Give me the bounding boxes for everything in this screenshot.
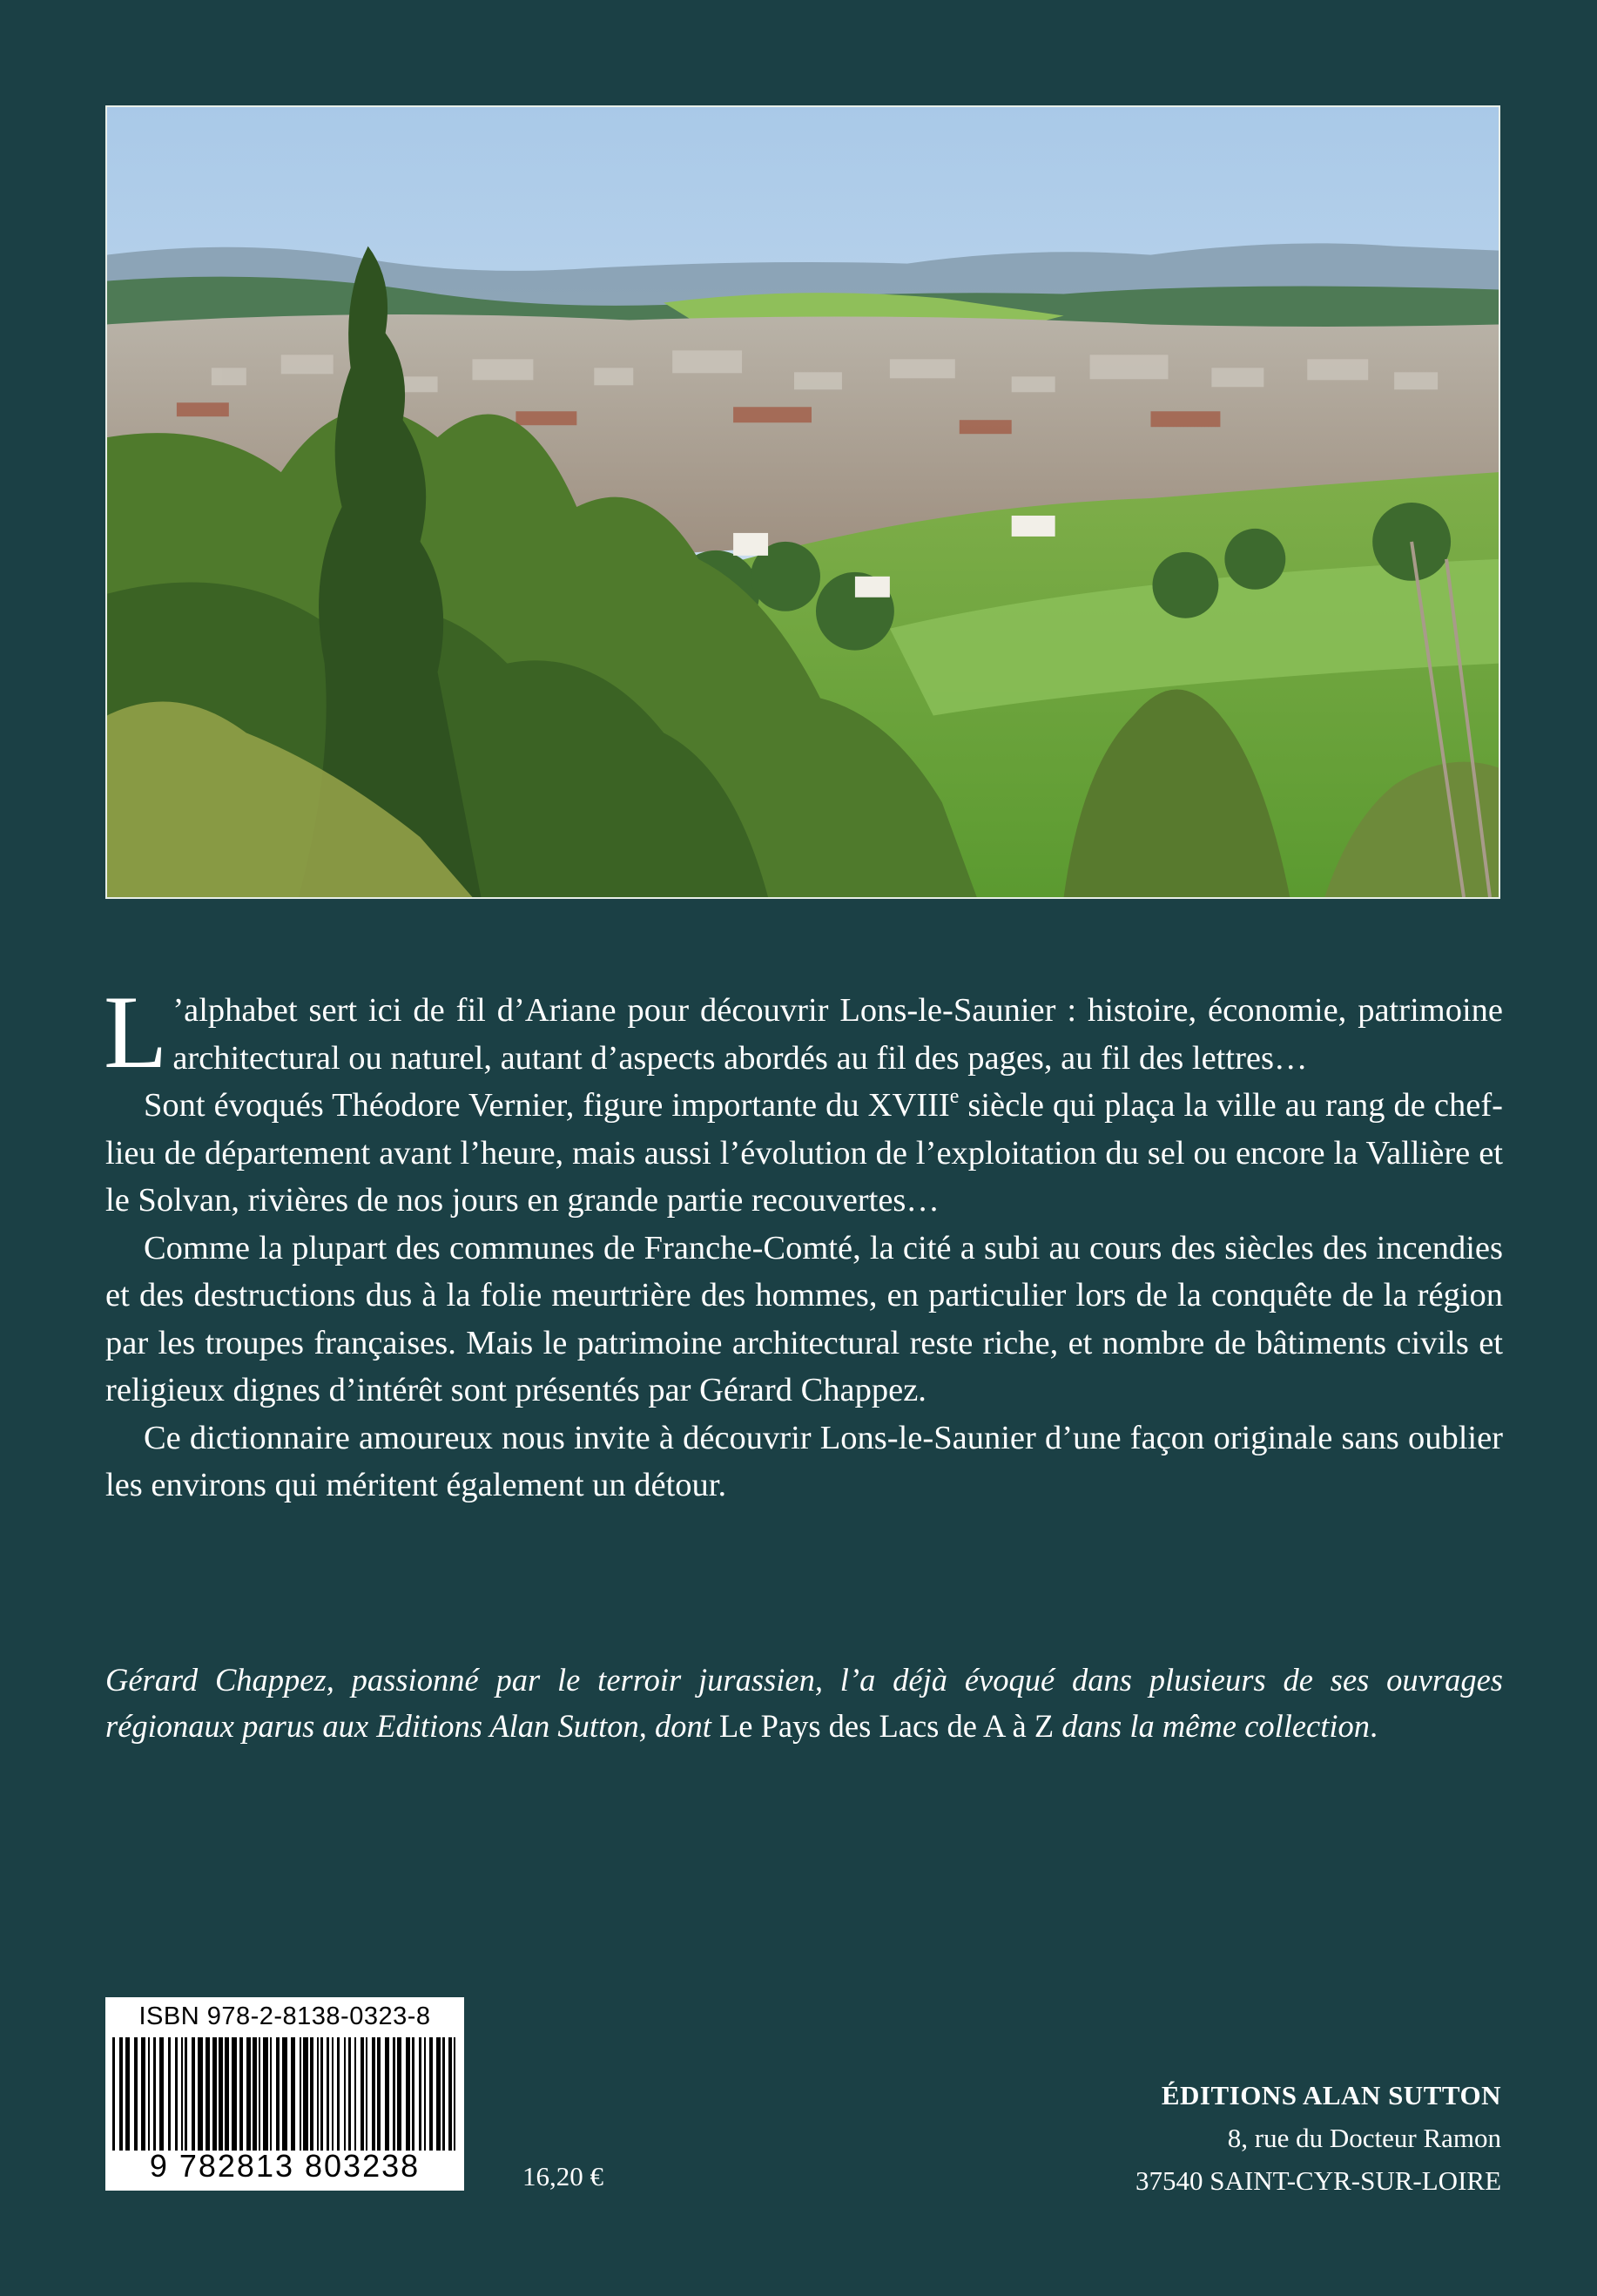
paragraph-4: Ce dictionnaire amoureux nous invite à découvrir Lons-le-Saunier d’une façon originale sans oublier les environs qui méritent également un détour. [105,1419,1503,1503]
barcode-bar [348,2037,351,2151]
barcode-bar [259,2037,260,2151]
isbn-label: ISBN 978-2-8138-0323-8 [138,2002,431,2030]
barcode-bar [212,2037,217,2151]
publisher-address-street: 8, rue du Docteur Ramon [1227,2123,1501,2153]
paragraph-2-text-end: siècle qui plaça la ville au rang de chef-lieu de département avant l’heure, mais aussi l’évolution de l’exploitation du sel ou encore la Vallière et le Solvan, rivières de nos jours en grande partie recouvertes… [105,1087,1503,1219]
barcode-bar [303,2037,308,2151]
publisher-name: ÉDITIONS ALAN SUTTON [1161,2080,1501,2110]
barcode-bar [239,2037,243,2151]
drop-cap: L [104,974,168,1090]
author-note-text-end: dans la même collection [1054,1708,1371,1744]
barcode-bar [270,2037,272,2151]
barcode-bar [141,2037,145,2151]
barcode-bar [148,2037,150,2151]
barcode-bar [424,2037,426,2151]
barcode-bar [159,2037,164,2151]
barcode-bar [181,2037,183,2151]
barcode-bar [406,2037,410,2151]
barcode-bar [448,2037,452,2151]
barcode-bar [337,2037,340,2151]
publisher-block [1135,2074,1501,2202]
barcode-bar [225,2037,229,2151]
paragraph-2 [105,1082,1503,1225]
author-note-period: . [1370,1708,1378,1744]
barcode-bar [206,2037,210,2151]
barcode-bar [377,2037,381,2151]
barcode-bar [361,2037,364,2151]
barcode-bar [112,2037,115,2151]
barcode-bar [185,2037,187,2151]
barcode-bar [317,2037,319,2151]
isbn-barcode [105,1997,464,2191]
barcode-bar [372,2037,375,2151]
barcode-bar [263,2037,268,2151]
barcode-bar [291,2037,295,2151]
barcode-bar [442,2037,445,2151]
barcode-bar [253,2037,257,2151]
barcode-bar [454,2037,455,2151]
barcode-bar [119,2037,123,2151]
barcode-bar [327,2037,329,2151]
paragraph-3: Comme la plupart des communes de Franche-Comté, la cité a subi au cours des siècles des incendies et des destructions dus à la folie meurtrière des hommes, en particulier lors de la conquête de la région par les troupes françaises. Mais le patrimoine architectural reste riche, et nombre de bâtiments civils et religieux dignes d’intérêt sont présentés par Gérard Chappez. [105,1229,1503,1408]
barcode-bar [344,2037,346,2151]
barcode-bar [397,2037,401,2151]
barcode-bar [192,2037,195,2151]
barcode-bar [282,2037,287,2151]
barcode-bar [175,2037,178,2151]
barcode-bar [419,2037,421,2151]
barcode-bar [412,2037,414,2151]
barcode-bar [219,2037,223,2151]
barcode-bar [320,2037,323,2151]
barcode-bars [112,2037,457,2151]
barcode-bar [198,2037,203,2151]
barcode-bar [393,2037,395,2151]
barcode-bar [153,2037,156,2151]
author-note-text-start: Gérard Chappez, passionné par le terroir jurassien, l’a déjà évoqué dans plusieurs de ses ouvrages régionaux parus aux Editions Alan Sutton, dont [105,1662,1503,1744]
barcode-bar [429,2037,433,2151]
author-note [105,1657,1503,1749]
barcode-bar [276,2037,280,2151]
barcode-bar [354,2037,356,2151]
barcode-bar [310,2037,313,2151]
paragraph-1 [104,974,1503,1090]
barcode-bar [232,2037,237,2151]
ean-digits: 9 782813 803238 [149,2148,421,2184]
paragraph-2-text-start: Sont évoqués Théodore Vernier, figure importante du XVIII [144,1087,950,1124]
barcode-bar [385,2037,389,2151]
barcode-bar [300,2037,301,2151]
barcode-bar [366,2037,367,2151]
price: 16,20 € [522,2161,603,2191]
back-cover-description [104,974,1503,1509]
barcode-bar [168,2037,171,2151]
century-superscript: e [949,1084,960,1108]
cover-photo [105,105,1500,899]
barcode-bar [125,2037,130,2151]
barcode-bar [436,2037,441,2151]
town-panorama-image [107,107,1499,897]
barcode-bar [332,2037,334,2151]
related-book-title: Le Pays des Lacs de A à Z [718,1708,1055,1744]
paragraph-1-text: ’alphabet sert ici de fil d’Ariane pour découvrir Lons-le-Saunier : histoire, économie, patrimoine architectural ou naturel, autant d’aspects abordés au fil des pages, au fil des lettres… [172,992,1503,1077]
barcode-bar [134,2037,138,2151]
publisher-address-city: 37540 SAINT-CYR-SUR-LOIRE [1135,2165,1501,2196]
barcode-bar [246,2037,251,2151]
